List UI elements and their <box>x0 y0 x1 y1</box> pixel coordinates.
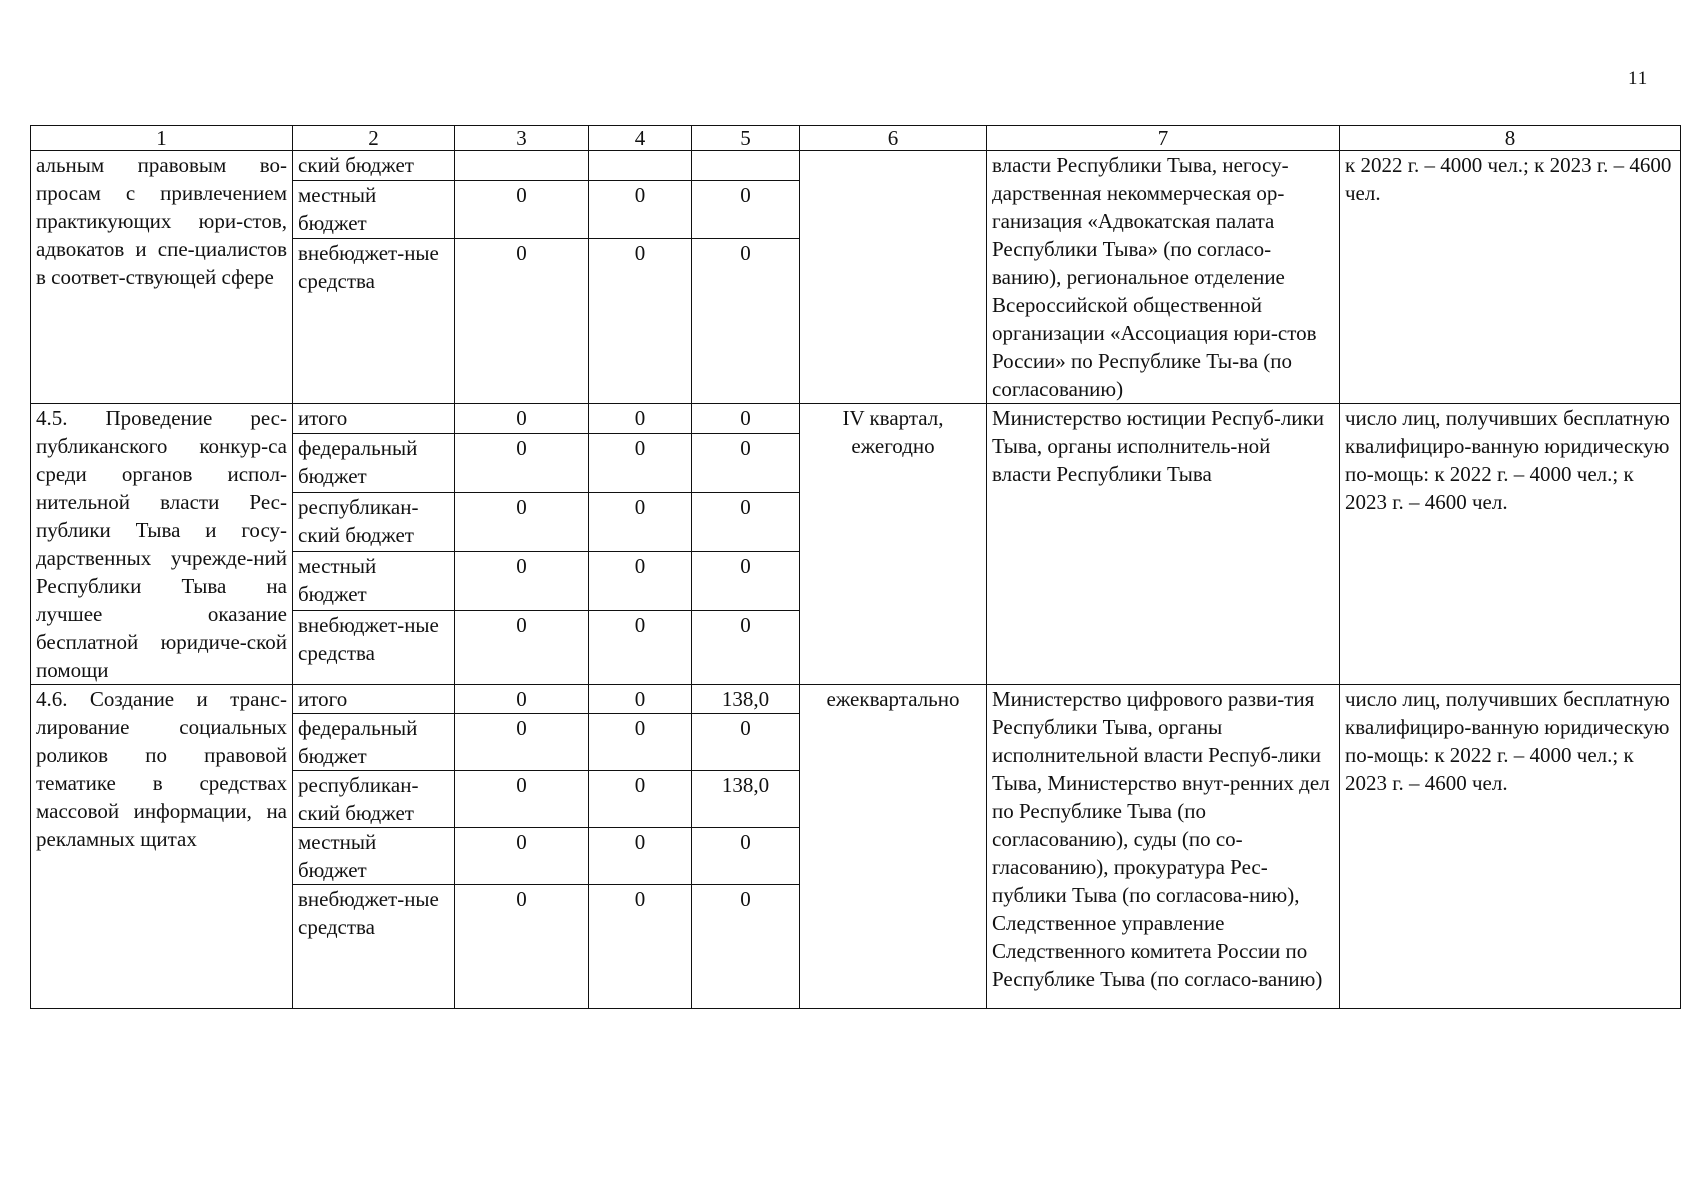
column-header: 5 <box>692 126 800 151</box>
deadline-cell: IV квартал, ежегодно <box>800 404 987 685</box>
funding-source-cell: федеральный бюджет <box>293 714 455 771</box>
funding-source-cell: местный бюджет <box>293 180 455 238</box>
value-cell-col4: 0 <box>589 714 692 771</box>
value-cell-col3 <box>455 151 589 181</box>
value-cell-col4: 0 <box>589 828 692 885</box>
funding-source-cell: итого <box>293 685 455 714</box>
column-header: 4 <box>589 126 692 151</box>
value-cell-col3: 0 <box>455 771 589 828</box>
value-cell-col5: 0 <box>692 610 800 684</box>
page-number: 11 <box>1628 68 1649 89</box>
value-cell-col5: 0 <box>692 492 800 551</box>
activity-cell: 4.5. Проведение рес-публиканского конкур-са среди органов испол-нительной власти Рес-публики Тыва и госу-дарственных учрежде-ний Республики Тыва на лучшее оказание бесплатной юридиче-ской помощи <box>31 404 293 685</box>
funding-source-cell: внебюджет-ные средства <box>293 238 455 403</box>
value-cell-col5: 0 <box>692 404 800 434</box>
value-cell-col4: 0 <box>589 433 692 492</box>
value-cell-col5: 0 <box>692 828 800 885</box>
value-cell-col4: 0 <box>589 771 692 828</box>
value-cell-col3: 0 <box>455 828 589 885</box>
value-cell-col3: 0 <box>455 492 589 551</box>
funding-source-cell: итого <box>293 404 455 434</box>
funding-source-cell: местный бюджет <box>293 551 455 610</box>
value-cell-col4: 0 <box>589 885 692 1009</box>
deadline-cell <box>800 151 987 404</box>
value-cell-col5: 0 <box>692 885 800 1009</box>
value-cell-col3: 0 <box>455 714 589 771</box>
column-header: 1 <box>31 126 293 151</box>
deadline-cell: ежеквартально <box>800 685 987 1009</box>
value-cell-col3: 0 <box>455 238 589 403</box>
table-row <box>31 404 1681 434</box>
value-cell-col5: 138,0 <box>692 771 800 828</box>
value-cell-col4: 0 <box>589 685 692 714</box>
column-header: 7 <box>987 126 1340 151</box>
value-cell-col3: 0 <box>455 685 589 714</box>
value-cell-col4: 0 <box>589 492 692 551</box>
value-cell-col3: 0 <box>455 433 589 492</box>
funding-source-cell: республикан-ский бюджет <box>293 492 455 551</box>
funding-source-cell: ский бюджет <box>293 151 455 181</box>
table-row <box>31 151 1681 181</box>
value-cell-col4: 0 <box>589 551 692 610</box>
column-header: 6 <box>800 126 987 151</box>
result-cell: к 2022 г. – 4000 чел.; к 2023 г. – 4600 чел. <box>1340 151 1681 404</box>
value-cell-col4: 0 <box>589 180 692 238</box>
table-row <box>31 685 1681 714</box>
executors-cell: Министерство юстиции Респуб-лики Тыва, органы исполнитель-ной власти Республики Тыва <box>987 404 1340 685</box>
value-cell-col3: 0 <box>455 885 589 1009</box>
executors-cell: Министерство цифрового разви-тия Республики Тыва, органы исполнительной власти Респуб-лики Тыва, Министерство внут-ренних дел по Республике Тыва (по согласованию), суды (по со-гласованию), прокуратура Рес-публики Тыва (по согласова-нию), Следственное управление Следственного комитета России по Республике Тыва (по согласо-ванию) <box>987 685 1340 1009</box>
value-cell-col4: 0 <box>589 238 692 403</box>
activity-cell: 4.6. Создание и транс-лирование социальных роликов по правовой тематике в средствах массовой информации, на рекламных щитах <box>31 685 293 1009</box>
column-header: 8 <box>1340 126 1681 151</box>
result-cell: число лиц, получивших бесплатную квалифициро-ванную юридическую по-мощь: к 2022 г. – 4000 чел.; к 2023 г. – 4600 чел. <box>1340 685 1681 1009</box>
value-cell-col5: 0 <box>692 551 800 610</box>
activity-cell: альным правовым во-просам с привлечением практикующих юри-стов, адвокатов и спе-циалистов в соответ-ствующей сфере <box>31 151 293 404</box>
value-cell-col3: 0 <box>455 610 589 684</box>
funding-source-cell: республикан-ский бюджет <box>293 771 455 828</box>
value-cell-col5: 138,0 <box>692 685 800 714</box>
value-cell-col5: 0 <box>692 433 800 492</box>
value-cell-col5: 0 <box>692 714 800 771</box>
funding-source-cell: внебюджет-ные средства <box>293 610 455 684</box>
column-header: 2 <box>293 126 455 151</box>
executors-cell: власти Республики Тыва, негосу-дарственная некоммерческая ор-ганизация «Адвокатская палата Республики Тыва» (по согласо-ванию), региональное отделение Всероссийской общественной организации «Ассоциация юри-стов России» по Республике Ты-ва (по согласованию) <box>987 151 1340 404</box>
value-cell-col3: 0 <box>455 180 589 238</box>
column-number-row <box>31 126 1681 151</box>
funding-source-cell: федеральный бюджет <box>293 433 455 492</box>
value-cell-col5: 0 <box>692 238 800 403</box>
value-cell-col4: 0 <box>589 610 692 684</box>
value-cell-col4: 0 <box>589 404 692 434</box>
column-header: 3 <box>455 126 589 151</box>
value-cell-col3: 0 <box>455 404 589 434</box>
value-cell-col5 <box>692 151 800 181</box>
result-cell: число лиц, получивших бесплатную квалифициро-ванную юридическую по-мощь: к 2022 г. – 4000 чел.; к 2023 г. – 4600 чел. <box>1340 404 1681 685</box>
value-cell-col3: 0 <box>455 551 589 610</box>
activities-table <box>30 125 1681 1009</box>
value-cell-col4 <box>589 151 692 181</box>
value-cell-col5: 0 <box>692 180 800 238</box>
funding-source-cell: местный бюджет <box>293 828 455 885</box>
funding-source-cell: внебюджет-ные средства <box>293 885 455 1009</box>
